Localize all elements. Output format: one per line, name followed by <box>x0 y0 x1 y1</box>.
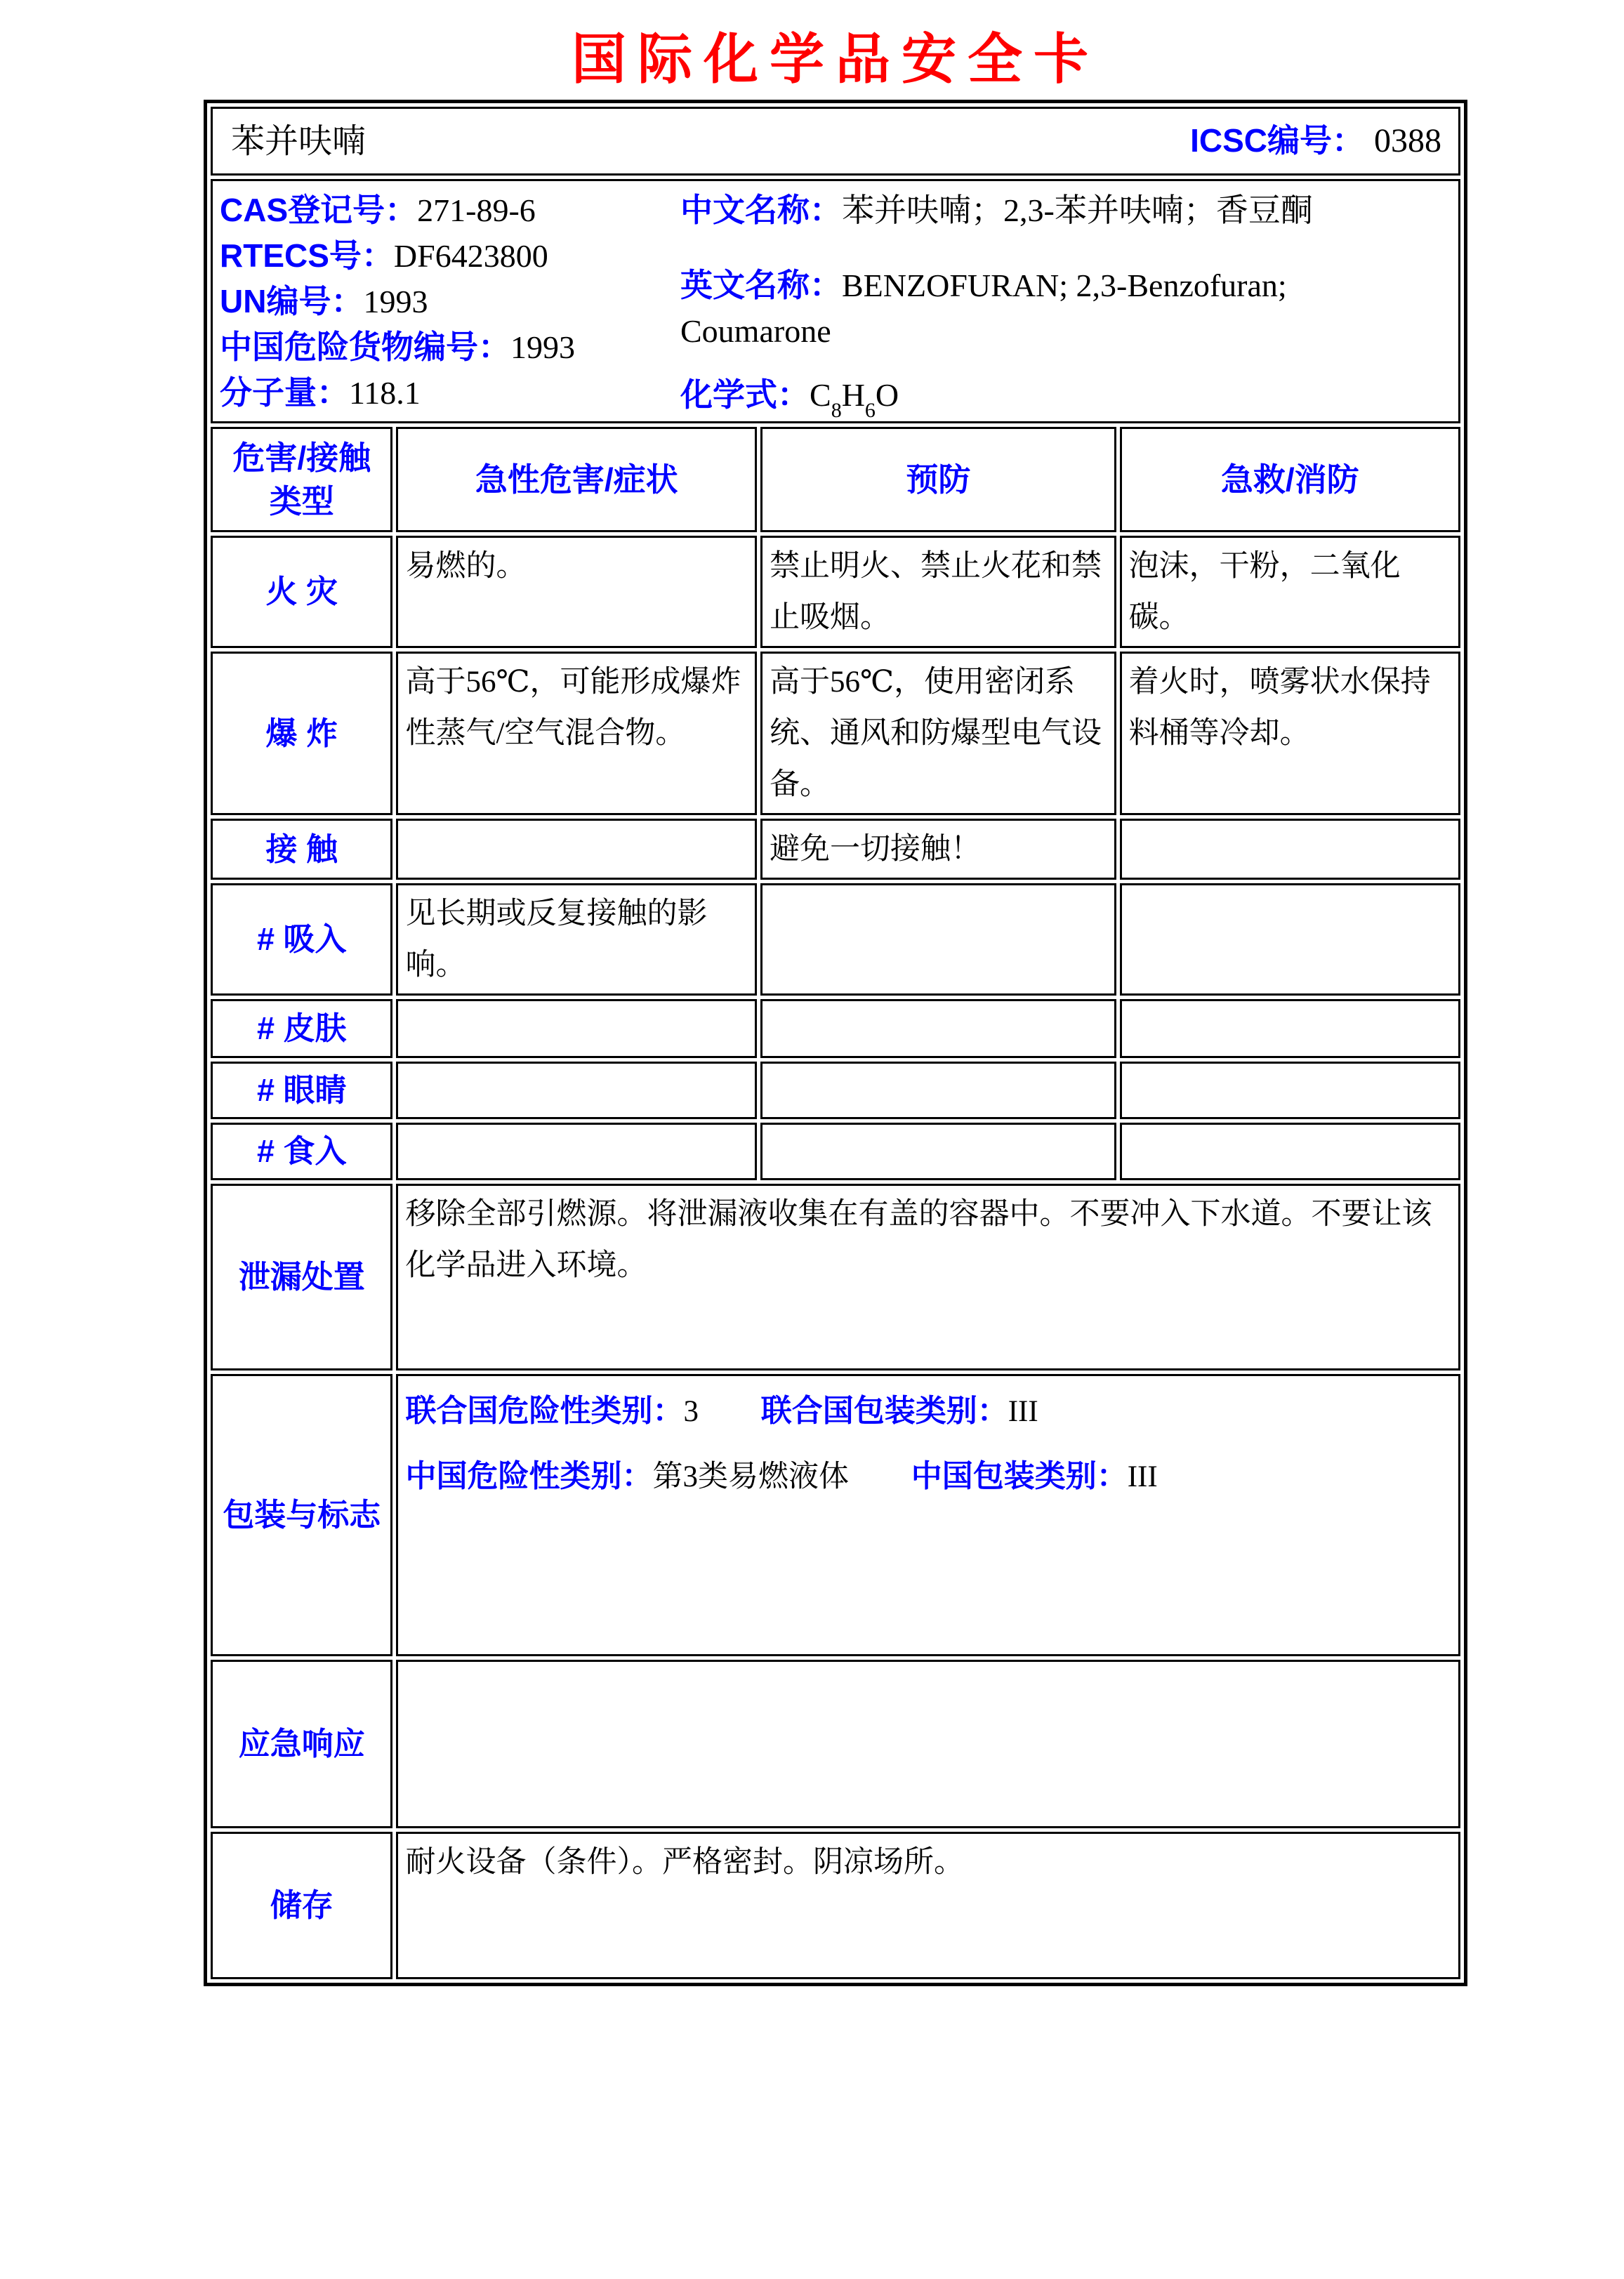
un-number-line <box>220 279 669 325</box>
skin-response <box>1120 999 1460 1058</box>
emergency-response-row <box>211 1660 1460 1828</box>
skin-prevention <box>760 999 1116 1058</box>
inhalation-row <box>211 883 1460 996</box>
icsc-number-group <box>1190 115 1441 168</box>
ingestion-label: # 食入 <box>211 1123 392 1180</box>
header-first-aid: 急救/消防 <box>1120 427 1460 532</box>
header-hazard-type: 危害/接触 类型 <box>211 427 392 532</box>
cas-number-line <box>220 188 669 234</box>
substance-name: 苯并呋喃 <box>231 122 367 160</box>
packaging-label: 包装与标志 <box>211 1374 392 1656</box>
emergency-response-label: 应急响应 <box>211 1660 392 1828</box>
header-acute-hazards: 急性危害/症状 <box>396 427 757 532</box>
un-packing-group-pair <box>761 1395 1038 1428</box>
contact-label: 接 触 <box>211 819 392 880</box>
english-name-value: BENZOFURAN; 2,3-Benzofuran; Coumarone <box>680 267 1287 349</box>
spill-disposal-content: 移除全部引燃源。将泄漏液收集在有盖的容器中。不要冲入下水道。不要让该化学品进入环境。 <box>396 1184 1460 1370</box>
un-number-label: UN编号： <box>220 283 364 319</box>
fire-response: 泡沫，干粉，二氧化碳。 <box>1120 536 1460 648</box>
header-prevention: 预防 <box>760 427 1116 532</box>
rtecs-number-label: RTECS号： <box>220 237 394 274</box>
explosion-prevention: 高于56℃，使用密闭系统、通风和防爆型电气设备。 <box>760 652 1116 815</box>
skin-row <box>211 999 1460 1058</box>
eyes-label: # 眼睛 <box>211 1062 392 1119</box>
formula-label: 化学式： <box>680 376 810 413</box>
explosion-row <box>211 652 1460 815</box>
formula-value: $C_8H_6O$ <box>810 377 899 422</box>
rtecs-number-line <box>220 234 669 279</box>
spill-disposal-row <box>211 1184 1460 1370</box>
eyes-prevention <box>760 1062 1116 1119</box>
eyes-response <box>1120 1062 1460 1119</box>
ingestion-response <box>1120 1123 1460 1180</box>
explosion-label: 爆 炸 <box>211 652 392 815</box>
storage-content: 耐火设备（条件）。严格密封。阴凉场所。 <box>396 1832 1460 1979</box>
name-cell <box>211 107 1460 176</box>
cas-number-value: 271-89-6 <box>417 192 536 228</box>
inhalation-prevention <box>760 883 1116 996</box>
cas-number-label: CAS登记号： <box>220 192 418 228</box>
icsc-document-page <box>0 29 1624 2279</box>
spill-disposal-label: 泄漏处置 <box>211 1184 392 1370</box>
eyes-row <box>211 1062 1460 1119</box>
explosion-response: 着火时，喷雾状水保持料桶等冷却。 <box>1120 652 1460 815</box>
formula-line <box>680 373 1451 422</box>
un-packing-group-label: 联合国包装类别： <box>760 1394 1008 1428</box>
eyes-symptoms <box>396 1062 757 1119</box>
icsc-card-table <box>204 100 1467 1986</box>
emergency-response-content <box>396 1660 1460 1828</box>
english-name-label: 英文名称： <box>680 267 842 303</box>
packaging-row <box>211 1374 1460 1656</box>
fire-row <box>211 536 1460 648</box>
china-dg-number-label: 中国危险货物编号： <box>220 329 510 365</box>
fire-symptoms: 易燃的。 <box>396 536 757 648</box>
china-packing-group-value: III <box>1127 1460 1158 1493</box>
identifiers-list <box>220 188 669 418</box>
ingestion-row <box>211 1123 1460 1180</box>
explosion-symptoms: 高于56℃，可能形成爆炸性蒸气/空气混合物。 <box>396 652 757 815</box>
contact-row <box>211 819 1460 880</box>
un-hazard-class-label: 联合国危险性类别： <box>405 1394 684 1428</box>
chinese-name-value: 苯并呋喃；2,3-苯并呋喃；香豆酮 <box>842 192 1313 228</box>
china-dg-number-line <box>220 325 669 371</box>
chinese-name-line <box>680 188 1451 234</box>
storage-row <box>211 1832 1460 1979</box>
english-name-line <box>680 263 1354 355</box>
un-number-value: 1993 <box>363 284 428 319</box>
contact-response <box>1120 819 1460 880</box>
un-hazard-class-value: 3 <box>683 1395 699 1428</box>
china-hazard-class-pair <box>405 1460 849 1493</box>
un-class-line <box>405 1379 1451 1444</box>
china-packing-group-pair <box>911 1460 1158 1493</box>
china-hazard-class-value: 第3类易燃液体 <box>652 1460 849 1493</box>
molecular-weight-line <box>220 371 669 416</box>
identifiers-row <box>211 179 1460 423</box>
china-class-line <box>405 1444 1451 1510</box>
molecular-weight-value: 118.1 <box>349 375 421 411</box>
name-row <box>211 107 1460 176</box>
identifiers-cell <box>211 179 1460 423</box>
inhalation-label: # 吸入 <box>211 883 392 996</box>
contact-prevention: 避免一切接触！ <box>760 819 1116 880</box>
inhalation-symptoms: 见长期或反复接触的影响。 <box>396 883 757 996</box>
contact-symptoms <box>396 819 757 880</box>
ingestion-symptoms <box>396 1123 757 1180</box>
names-block <box>669 188 1451 422</box>
skin-label: # 皮肤 <box>211 999 392 1058</box>
packaging-content <box>396 1374 1460 1656</box>
molecular-weight-label: 分子量： <box>220 374 349 411</box>
chinese-name-label: 中文名称： <box>680 192 842 228</box>
fire-prevention: 禁止明火、禁止火花和禁止吸烟。 <box>760 536 1116 648</box>
china-hazard-class-label: 中国危险性类别： <box>405 1459 653 1493</box>
un-packing-group-value: III <box>1008 1395 1038 1428</box>
icsc-number-value: 0388 <box>1374 121 1441 159</box>
china-packing-group-label: 中国包装类别： <box>911 1459 1128 1493</box>
page-title: 国际化学品安全卡 <box>571 27 1100 91</box>
rtecs-number-value: DF6423800 <box>393 238 548 274</box>
un-hazard-class-pair <box>405 1395 699 1428</box>
inhalation-response <box>1120 883 1460 996</box>
table-header-row <box>211 427 1460 532</box>
china-dg-number-value: 1993 <box>510 329 575 365</box>
icsc-number-label: ICSC编号： <box>1190 121 1364 159</box>
skin-symptoms <box>396 999 757 1058</box>
ingestion-prevention <box>760 1123 1116 1180</box>
storage-label: 储存 <box>211 1832 392 1979</box>
fire-label: 火 灾 <box>211 536 392 648</box>
